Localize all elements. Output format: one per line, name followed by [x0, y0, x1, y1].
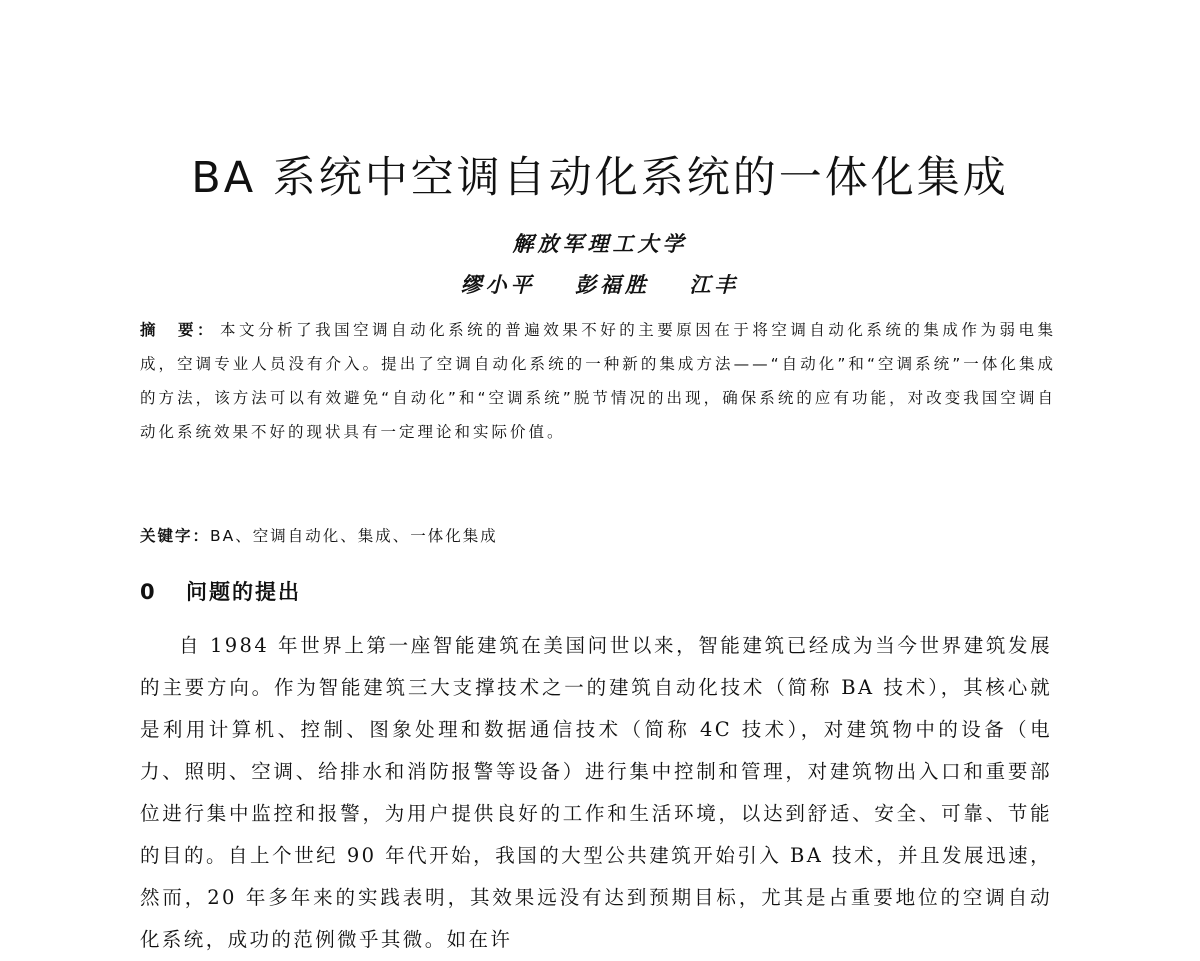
- author-name: 江丰: [689, 272, 740, 297]
- keywords: [140, 519, 1056, 553]
- body-paragraph: 自 1984 年世界上第一座智能建筑在美国问世以来，智能建筑已经成为当今世界建筑发展的主要方向。作为智能建筑三大支撑技术之一的建筑自动化技术（简称 BA 技术），其核心就是利用计算机、控制、图象处理和数据通信技术（简称 4C 技术），对建筑物中的设备（电力、照明、空调、给排水和消防报警等设备）进行集中控制和管理，对建筑物出入口和重要部位进行集中监控和报警，为用户提供良好的工作和生活环境，以达到舒适、安全、可靠、节能的目的。自上个世纪 90 年代开始，我国的大型公共建筑开始引入 BA 技术，并且发展迅速，然而，20 年多年来的实践表明，其效果远没有达到预期目标，尤其是占重要地位的空调自动化系统，成功的范例微乎其微。如在许: [140, 634, 1052, 951]
- abstract: [140, 313, 1056, 449]
- abstract-label: 摘 要：: [140, 321, 217, 339]
- author-name: 缪小平: [460, 272, 536, 297]
- author-list: [0, 269, 1200, 301]
- keywords-text: BA、空调自动化、集成、一体化集成: [210, 527, 498, 545]
- author-affiliation: 解放军理工大学: [512, 231, 688, 256]
- section-number: 0: [140, 580, 157, 604]
- section-heading: [140, 574, 301, 610]
- keywords-label: 关键字：: [140, 527, 211, 545]
- section-title: 问题的提出: [186, 580, 301, 604]
- paper-title: BA 系统中空调自动化系统的一体化集成: [191, 153, 1009, 203]
- abstract-text: 本文分析了我国空调自动化系统的普遍效果不好的主要原因在于将空调自动化系统的集成作为弱电集成，空调专业人员没有介入。提出了空调自动化系统的一种新的集成方法——“自动化”和“空调系统”一体化集成的方法，该方法可以有效避免“自动化”和“空调系统”脱节情况的出现，确保系统的应有功能，对改变我国空调自动化系统效果不好的现状具有一定理论和实际价值。: [140, 321, 1056, 441]
- author-name: 彭福胜: [575, 272, 650, 297]
